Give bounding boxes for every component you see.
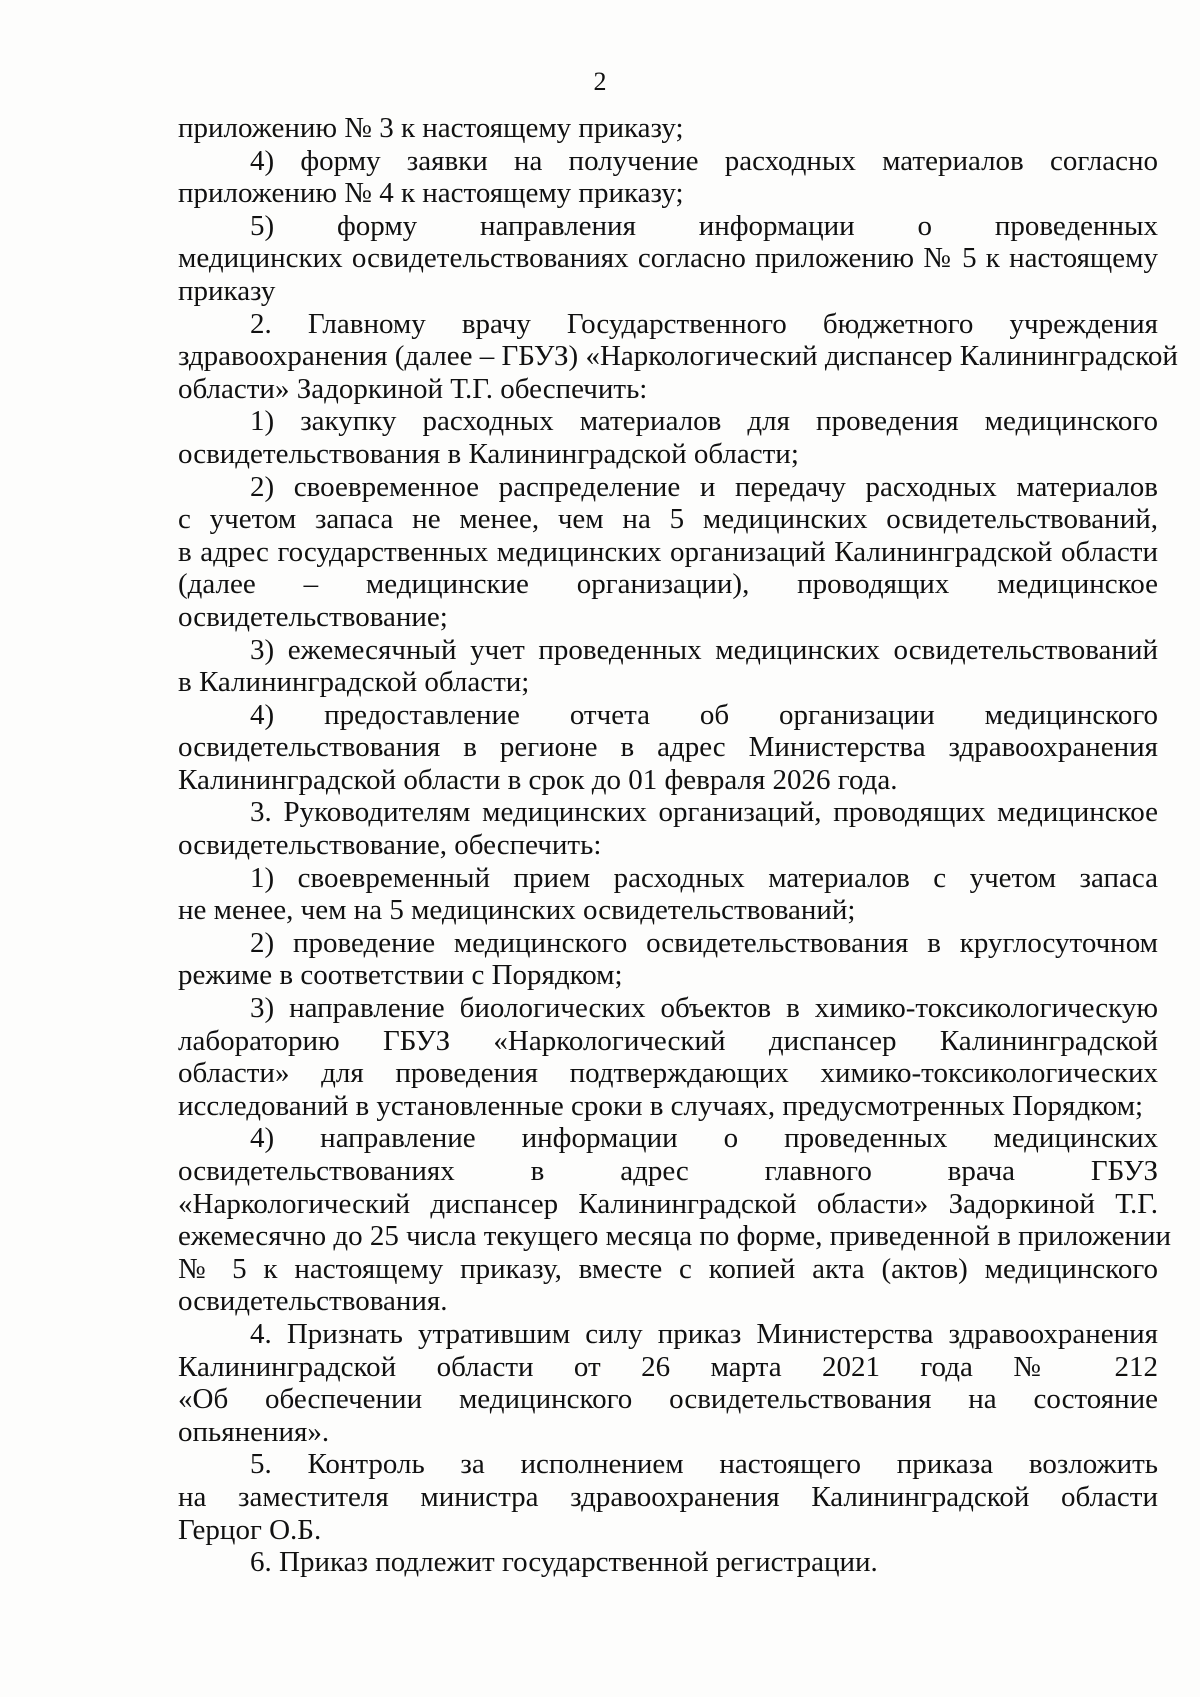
text-line: (далее – медицинские организации), проводящих медицинское — [178, 568, 1158, 601]
text-line: в адрес государственных медицинских организаций Калининградской области — [178, 535, 1158, 568]
text-line: медицинских освидетельствованиях согласно приложению № 5 к настоящему — [178, 242, 1158, 275]
text-line: опьянения». — [178, 1415, 330, 1448]
text-line: освидетельствования в Калининградской области; — [178, 437, 799, 470]
text-line: № 5 к настоящему приказу, вместе с копией акта (актов) медицинского — [178, 1252, 1158, 1285]
text-line: с учетом запаса не менее, чем на 5 медицинских освидетельствований, — [178, 503, 1158, 536]
paragraph — [178, 992, 1158, 1122]
text-line: 3. Руководителям медицинских организаций, проводящих медицинское — [250, 796, 1158, 829]
text-line: 4) предоставление отчета об организации медицинского — [250, 698, 1158, 731]
paragraph — [178, 1546, 1158, 1579]
text-line: Калининградской области от 26 марта 2021 года № 212 — [178, 1350, 1158, 1383]
text-line: «Об обеспечении медицинского освидетельствования на состояние — [178, 1383, 1158, 1416]
text-line: освидетельствование; — [178, 600, 448, 633]
paragraph — [178, 634, 1158, 699]
text-line: 5) форму направления информации о проведенных — [250, 209, 1158, 242]
text-line: не менее, чем на 5 медицинских освидетельствований; — [178, 894, 856, 927]
text-line: 6. Приказ подлежит государственной регистрации. — [250, 1546, 878, 1579]
page-number: 2 — [593, 67, 607, 96]
text-line: 5. Контроль за исполнением настоящего приказа возложить — [250, 1448, 1158, 1481]
text-line: 4) направление информации о проведенных медицинских — [250, 1122, 1158, 1155]
paragraph — [178, 927, 1158, 992]
paragraph — [178, 471, 1158, 634]
text-line: освидетельствования. — [178, 1285, 448, 1318]
text-line: в Калининградской области; — [178, 666, 530, 699]
text-line: 2) своевременное распределение и передачу расходных материалов — [250, 470, 1158, 503]
paragraph — [178, 862, 1158, 927]
text-line: 4. Признать утратившим силу приказ Министерства здравоохранения — [250, 1317, 1158, 1350]
text-line: приложению № 3 к настоящему приказу; — [178, 112, 684, 144]
text-line: 2) проведение медицинского освидетельствования в круглосуточном — [250, 926, 1158, 959]
text-line: на заместителя министра здравоохранения Калининградской области — [178, 1480, 1158, 1513]
text-line: 3) направление биологических объектов в химико-токсикологическую — [250, 992, 1158, 1025]
text-line: ежемесячно до 25 числа текущего месяца по форме, приведенной в приложении — [178, 1220, 1172, 1253]
text-line: «Наркологический диспансер Калининградской области» Задоркиной Т.Г. — [178, 1187, 1158, 1220]
paragraph — [178, 1448, 1158, 1546]
text-line: лабораторию ГБУЗ «Наркологический диспансер Калининградской — [178, 1024, 1158, 1057]
text-line: исследований в установленные сроки в случаях, предусмотренных Порядком; — [178, 1089, 1144, 1122]
document-body — [178, 112, 1178, 1579]
paragraph — [178, 210, 1158, 308]
text-line: здравоохранения (далее – ГБУЗ) «Наркологический диспансер Калининградской — [178, 340, 1178, 373]
paragraph — [178, 1122, 1172, 1318]
text-line: 4) форму заявки на получение расходных материалов согласно — [250, 144, 1158, 177]
paragraph — [178, 307, 1178, 406]
paragraph — [178, 112, 1158, 145]
paragraph — [178, 1318, 1158, 1448]
text-line: освидетельствования в регионе в адрес Министерства здравоохранения — [178, 731, 1158, 764]
text-line: 1) закупку расходных материалов для проведения медицинского — [250, 405, 1158, 438]
text-line: приказу — [178, 274, 276, 307]
paragraph — [178, 796, 1158, 861]
text-line: 2. Главному врачу Государственного бюджетного учреждения — [250, 307, 1158, 340]
text-line: Калининградской области в срок до 01 февраля 2026 года. — [178, 763, 898, 796]
paragraph — [178, 145, 1158, 210]
paragraph — [178, 405, 1158, 470]
text-line: области» Задоркиной Т.Г. обеспечить: — [178, 372, 648, 405]
text-line: 1) своевременный прием расходных материалов с учетом запаса — [250, 861, 1158, 894]
text-line: Герцог О.Б. — [178, 1513, 322, 1546]
text-line: 3) ежемесячный учет проведенных медицинских освидетельствований — [250, 633, 1158, 666]
paragraph — [178, 699, 1158, 797]
text-line: области» для проведения подтверждающих химико-токсикологических — [178, 1057, 1158, 1090]
text-line: приложению № 4 к настоящему приказу; — [178, 177, 684, 210]
text-line: режиме в соответствии с Порядком; — [178, 959, 623, 992]
text-line: освидетельствование, обеспечить: — [178, 829, 602, 862]
text-line: освидетельствованиях в адрес главного врача ГБУЗ — [178, 1155, 1158, 1187]
